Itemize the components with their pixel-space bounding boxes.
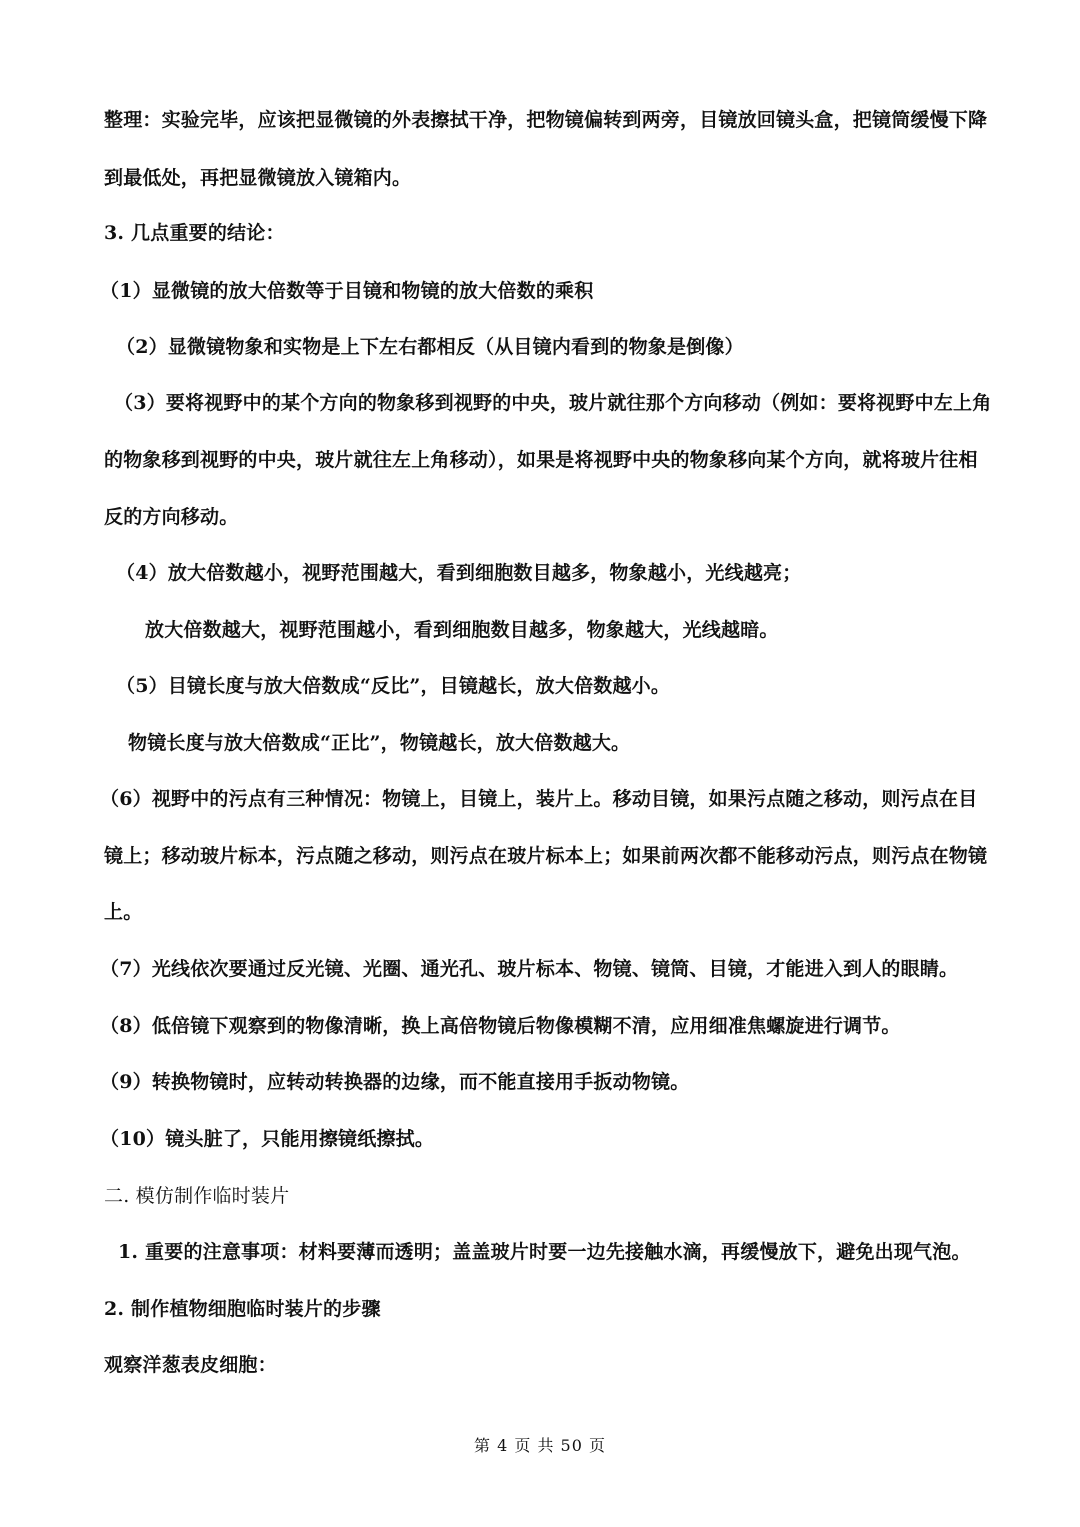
- page-number-footer: 第 4 页 共 50 页: [474, 1436, 606, 1455]
- conclusion-9: （9）转换物镜时，应转动转换器的边缘，而不能直接用手扳动物镜。: [100, 1071, 690, 1093]
- conclusion-7: （7）光线依次要通过反光镜、光圈、通光孔、玻片标本、物镜、镜筒、目镜，才能进入到人的眼睛。: [100, 958, 959, 980]
- conclusion-6-line-3: 上。: [104, 901, 143, 923]
- conclusion-4-line-2: 放大倍数越大，视野范围越小，看到细胞数目越多，物象越大，光线越暗。: [145, 619, 779, 641]
- conclusion-5-line-2: 物镜长度与放大倍数成“正比”，物镜越长，放大倍数越大。: [128, 732, 631, 754]
- conclusion-6-line-2: 镜上；移动玻片标本，污点随之移动，则污点在玻片标本上；如果前两次都不能移动污点，则污点在物镜: [104, 845, 988, 867]
- conclusion-2: （2）显微镜物象和实物是上下左右都相反（从目镜内看到的物象是倒像）: [116, 336, 744, 358]
- conclusion-3-line-3: 反的方向移动。: [104, 506, 239, 528]
- conclusion-3-line-1: （3）要将视野中的某个方向的物象移到视野的中央，玻片就往那个方向移动（例如：要将视野中左上角: [114, 392, 992, 414]
- paragraph-cleanup-line-1: 整理：实验完毕，应该把显微镜的外表擦拭干净，把物镜偏转到两旁，目镜放回镜头盒，把镜筒缓慢下降: [104, 109, 988, 131]
- section-heading-conclusions: 3. 几点重要的结论：: [104, 222, 285, 244]
- onion-epidermis-heading: 观察洋葱表皮细胞：: [104, 1354, 277, 1376]
- conclusion-5-line-1: （5）目镜长度与放大倍数成“反比”，目镜越长，放大倍数越小。: [116, 675, 671, 697]
- conclusion-8: （8）低倍镜下观察到的物像清晰，换上高倍物镜后物像模糊不清，应用细准焦螺旋进行调节。: [100, 1015, 901, 1037]
- slide-note-1: 1. 重要的注意事项：材料要薄而透明；盖盖玻片时要一边先接触水滴，再缓慢放下，避免出现气泡。: [118, 1241, 971, 1263]
- conclusion-1: （1）显微镜的放大倍数等于目镜和物镜的放大倍数的乘积: [100, 280, 594, 302]
- slide-steps-heading: 2. 制作植物细胞临时装片的步骤: [104, 1298, 381, 1320]
- paragraph-cleanup-line-2: 到最低处，再把显微镜放入镜箱内。: [104, 167, 412, 189]
- conclusion-6-line-1: （6）视野中的污点有三种情况：物镜上，目镜上，装片上。移动目镜，如果污点随之移动，则污点在目: [100, 788, 978, 810]
- conclusion-10: （10）镜头脏了，只能用擦镜纸擦拭。: [100, 1128, 435, 1150]
- conclusion-4-line-1: （4）放大倍数越小，视野范围越大，看到细胞数目越多，物象越小，光线越亮；: [116, 562, 802, 584]
- section-heading-temporary-slides: 二. 模仿制作临时装片: [104, 1185, 290, 1207]
- conclusion-3-line-2: 的物象移到视野的中央，玻片就往左上角移动），如果是将视野中央的物象移向某个方向，就将玻片往相: [104, 449, 978, 471]
